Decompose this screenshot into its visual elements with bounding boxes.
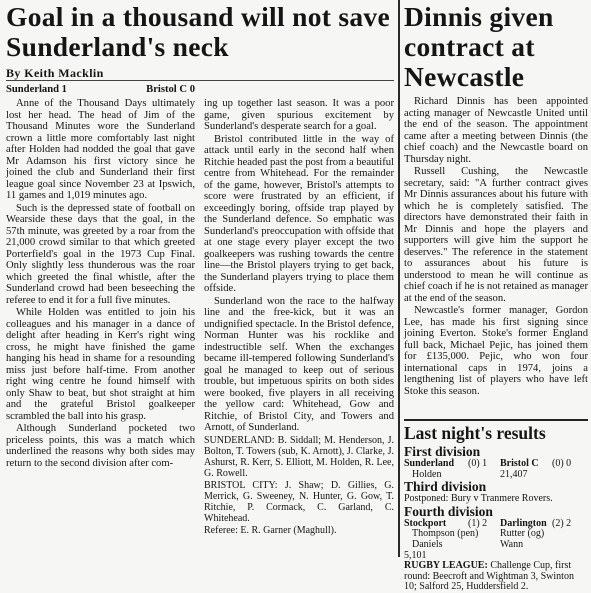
story-paragraph: Newcastle's former manager, Gordon Lee, has made his first signing since joining Everton. Stoke's former England full back, Michael Pejic, has joined them for £135,000. Pejic, who won four international caps in 1974, joins a lengthening list of players who have left Stoke this season. (404, 305, 588, 397)
bristol-lineup: BRISTOL CITY: J. Shaw; D. Gillies, G. Merrick, G. Sweeney, N. Hunter, G. Gow, T. Ritchie, P. Cormack, C. Garland, C. Whitehead. (204, 479, 394, 524)
postponed-note: Postponed: Bury v Tranmere Rovers. (404, 493, 553, 505)
third-division-label: Third division (404, 479, 487, 495)
attendance: 21,407 (500, 468, 528, 480)
home-score: (0) 1 (468, 458, 488, 469)
results-rule (404, 419, 588, 421)
away-team: Bristol C (500, 458, 539, 469)
sunderland-lineup: SUNDERLAND: B. Siddall; M. Henderson, J. Bolton, T. Towers (sub, K. Arnott), J. Clarke, J. Ashurst, R. Kerr, S. Elliott, M. Holden, R. Lee, G. Rowell. (204, 434, 394, 479)
results-box (404, 445, 588, 593)
away-team: Darlington (500, 517, 547, 529)
main-story-column-2 (204, 98, 394, 537)
away-score: (0) 0 (552, 458, 572, 469)
story-paragraph: Richard Dinnis has been appointed acting manager of Newcastle United until the end of the season. The appointment came after a meeting between Dinnis (the chief coach) and the Newcastle board on Thursday night. (404, 96, 588, 165)
rugby-league-result (404, 561, 588, 593)
story-paragraph: Anne of the Thousand Days ultimately lost her head. The head of Jim of the Thousand Minutes wore the Sunderland crown a little more comfortably last night after Holden had nodded the goal that gave Mr Adamson his first victory since he joined the club and Sunderland their first league goal since November 23 at Ipswich, 11 games and 1,019 minutes ago. (6, 98, 195, 201)
home-team: Sunderland (404, 458, 455, 469)
match-score-line (6, 84, 195, 95)
home-team-score: Sunderland 1 (6, 84, 67, 95)
team-lineups (204, 435, 394, 536)
story-paragraph: Such is the depressed state of football on Wearside these days that the goal, in the 57th minute, was greeted by a roar from the 21,000 crowd similar to that which greeted Porterfield's goal in the 1973 Cup Final. Only slightly less thunderous was the roar which greeted the final whistle, after the Sunderland crowd had been beseeching the referee to end it for a full five minutes. (6, 202, 195, 306)
byline-rule (6, 80, 394, 81)
referee-line: Referee: E. R. Garner (Maghull). (204, 524, 337, 536)
away-scorers: Rutter (og) (500, 528, 545, 540)
story-paragraph: While Holden was entitled to join his colleagues and his manager in a dance of delight after heading in Kerr's right wing cross, he might have finished the game hanging his head in shame for a resounding miss just before half-time. From another right wing centre he found himself with only Shaw to beat, but shot straight at him and the grateful Bristol goalkeeper scrambled the ball into his grasp. (6, 307, 195, 422)
result-detail-row (404, 540, 588, 551)
home-scorers-2: Daniels (412, 538, 443, 550)
rugby-label: RUGBY LEAGUE: (404, 560, 488, 572)
story-paragraph: Bristol contributed little in the way of attack until early in the second half when Ritchie headed past the post from a beautiful centre from Whitehead. For the remainder of the game, however, Bristol's attempts to score were frustrated by an efficient, if exceedingly boring, offside trap played by the Sunderland defence. So emphatic was Sunderland's preoccupation with offside that at one stage every player except the two goalkeepers was rushing towards the centre line—the Bristol players trying to get back, the Sunderland players trying to place them offside. (204, 133, 394, 294)
away-scorers-2: Wann (500, 538, 524, 550)
scorer: Holden (412, 468, 442, 480)
story-paragraph: Sunderland won the race to the halfway line and the free-kick, but it was an undignified spectacle. In the Bristol defence, Norman Hunter was his rocklike and indestructible self. When the exchanges became ill-tempered following Sunderland's goal he managed to keep out of serious trouble, but impetuous spirits on both sides were booked, five players in all receiving the yellow card: Whitehead, Gow and Ritchie, of Bristol City, and Towers and Arnott, of Sunderland. (204, 295, 394, 433)
result-row (404, 459, 588, 470)
home-score: (1) 2 (468, 517, 488, 529)
side-headline: Dinnis given contract at Newcastle (404, 1, 554, 92)
column-divider (398, 0, 400, 557)
results-title: Last night's results (404, 423, 546, 443)
away-team-score: Bristol C 0 (146, 84, 195, 95)
away-score: (2) 2 (552, 517, 572, 529)
story-paragraph: Russell Cushing, the Newcastle secretary, said: "A further contract gives Mr Dinnis assurances about his future with which he is completely satisfied. The directors have demonstrated their faith in Mr Dinnis and hope the players and supporters will give him the support he deserves." The reference in the statement to assurances about his future is understood to mean he will continue as chief coach if he is not retained as manager at the end of the season. (404, 166, 588, 304)
rugby-text: Challenge Cup, first round: Beecroft and Wightman 3, Swinton 10; Salford 25, Huddersfield 2. (404, 560, 574, 593)
home-scorers: Thompson (pen) (412, 528, 479, 540)
byline: By Keith Macklin (6, 66, 104, 80)
home-team: Stockport (404, 517, 447, 529)
fourth-division-label: Fourth division (404, 503, 493, 519)
story-paragraph: ing up together last season. It was a poor game, given spurious excitement by Sunderland's desperate search for a goal. (204, 98, 394, 132)
side-story-column (404, 96, 588, 398)
main-story-column-1 (6, 98, 195, 470)
main-headline: Goal in a thousand will not save Sunderland's neck (6, 1, 390, 62)
story-paragraph: Although Sunderland pocketed two priceless points, this was a match which underlined the reasons why both sides may return to the second division after com- (6, 423, 195, 469)
attendance: 5,101 (404, 549, 427, 561)
first-division-label: First division (404, 444, 481, 459)
